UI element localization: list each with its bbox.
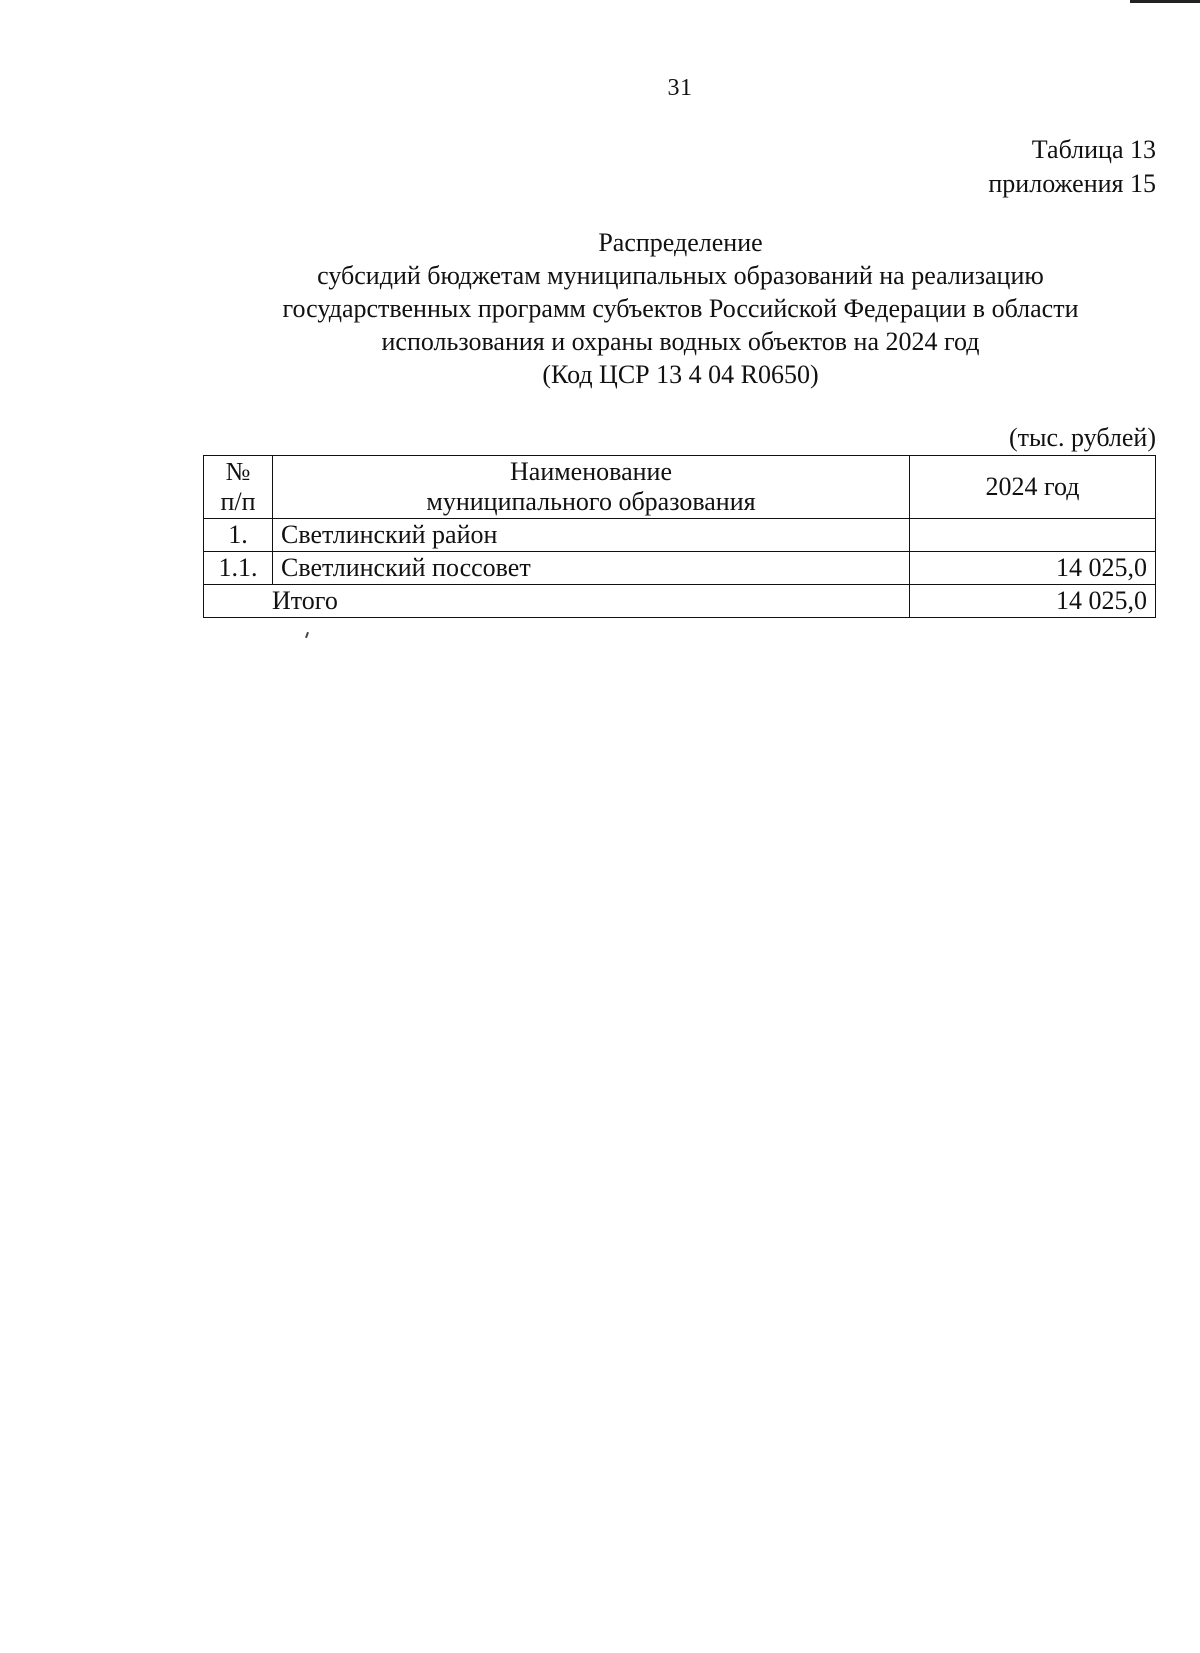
table-header-row xyxy=(204,456,1156,519)
header-name-line2: муниципального образования xyxy=(426,487,756,516)
title-line3: государственных программ субъектов Российской Федерации в области xyxy=(282,294,1079,323)
title-line4: использования и охраны водных объектов на 2024 год xyxy=(381,327,980,356)
title-line5: (Код ЦСР 13 4 04 R0650) xyxy=(542,360,819,389)
header-year: 2024 год xyxy=(910,456,1156,519)
table-row xyxy=(204,519,1156,552)
page-number: 31 xyxy=(667,75,693,101)
row-name: Светлинский поссовет xyxy=(273,552,910,585)
header-number xyxy=(204,456,273,519)
units-label: (тыс. рублей) xyxy=(1008,423,1156,452)
table-ref-line2: приложения 15 xyxy=(988,169,1156,198)
scan-mark xyxy=(305,632,309,638)
table-reference xyxy=(988,133,1156,201)
table-ref-line1: Таблица 13 xyxy=(1031,135,1156,164)
distribution-table xyxy=(203,455,1156,618)
total-label: Итого xyxy=(204,585,910,618)
table-total-row xyxy=(204,585,1156,618)
header-number-line1: № xyxy=(225,457,251,486)
title-line1: Распределение xyxy=(598,228,763,257)
header-name-line1: Наименование xyxy=(510,457,672,486)
title-line2: субсидий бюджетам муниципальных образований на реализацию xyxy=(317,261,1044,290)
table-row xyxy=(204,552,1156,585)
row-name: Светлинский район xyxy=(273,519,910,552)
header-number-line2: п/п xyxy=(220,487,256,516)
header-name xyxy=(273,456,910,519)
row-value: 14 025,0 xyxy=(910,552,1156,585)
row-number: 1. xyxy=(204,519,273,552)
scan-corner-mark xyxy=(1130,0,1200,3)
row-value xyxy=(910,519,1156,552)
row-number: 1.1. xyxy=(204,552,273,585)
total-value: 14 025,0 xyxy=(910,585,1156,618)
document-title xyxy=(203,226,1158,391)
